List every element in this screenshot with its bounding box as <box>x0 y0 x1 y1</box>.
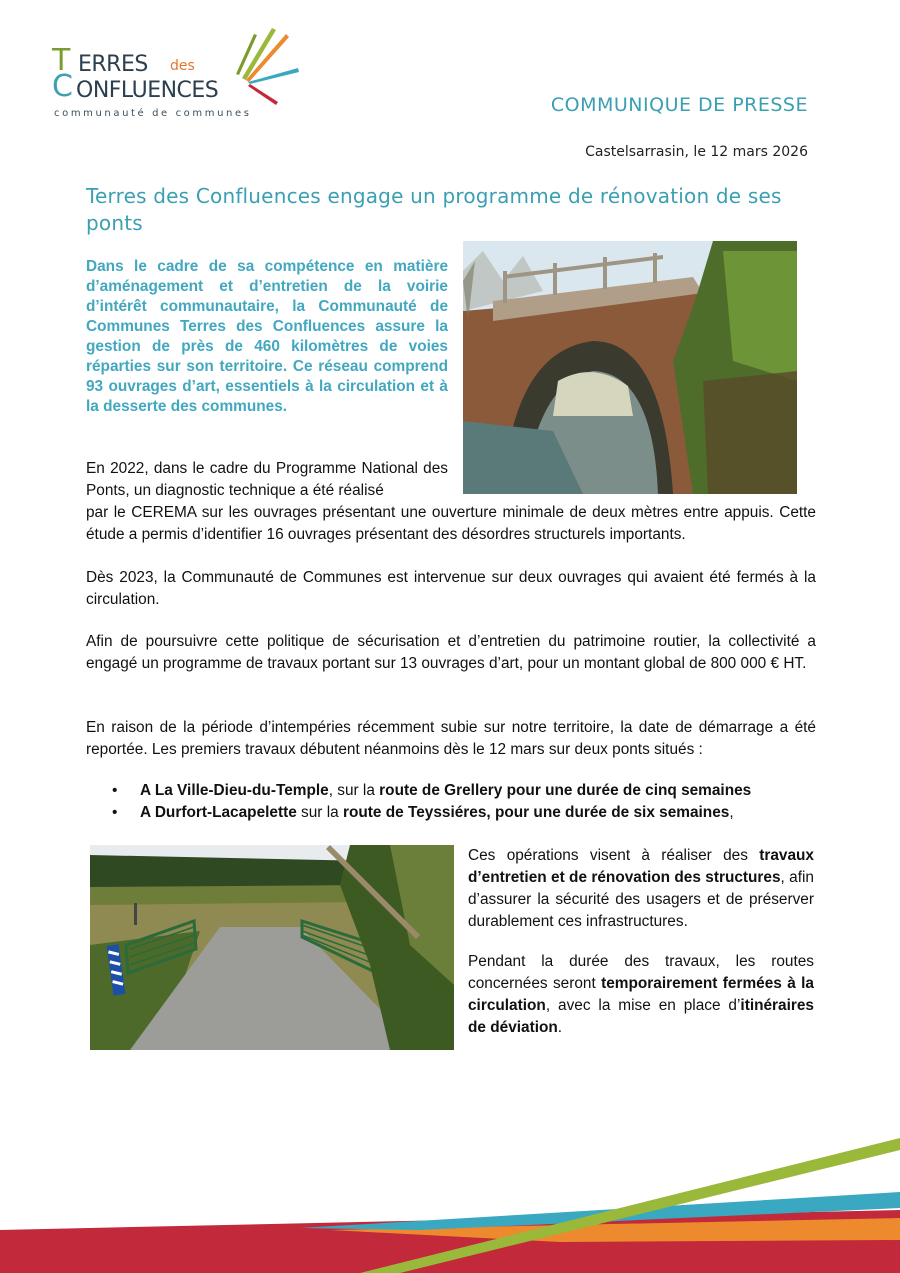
text-run: , afin d’assurer la sécurité des usagers et de préserver durablement ces infrastructures. <box>468 869 814 930</box>
headline: Terres des Confluences engage un programme de rénovation de ses ponts <box>86 184 782 235</box>
closure-paragraph <box>468 951 814 1039</box>
bridge-photo <box>463 241 797 494</box>
logo-word-des: des <box>170 58 195 74</box>
paragraph-intro-b: par le CEREMA sur les ouvrages présentant une ouverture minimale de deux mètres entre appuis. Cette étude a permis d’identifier 16 ouvrages présentant des désordres structurels importants. <box>86 504 816 543</box>
bullet-end: , <box>729 804 734 821</box>
text-run: . <box>557 1019 563 1036</box>
bridge-list <box>112 780 832 824</box>
logo <box>52 26 302 126</box>
text-run-bold: itinéraires de déviation <box>468 997 814 1036</box>
dateline: Castelsarrasin, le 12 mars 2026 <box>585 144 808 160</box>
bullet-detail: route de Grellery pour une durée de cinq semaines <box>379 782 752 799</box>
text-run-bold: travaux d’entretien et de rénovation des structures <box>468 847 814 886</box>
logo-initial-c: C <box>52 69 73 104</box>
text-run: Pendant la durée des travaux, les routes concernées seront <box>468 953 814 992</box>
paragraph-schedule: En raison de la période d’intempéries récemment subie sur notre territoire, la date de démarrage a été reportée. Les premiers travaux débutent néanmoins dès le 12 mars sur deux ponts situés : <box>86 719 816 758</box>
text-run: Ces opérations visent à réaliser des <box>468 847 760 864</box>
logo-subtitle: communauté de communes <box>54 108 252 119</box>
bullet-text: sur la <box>296 804 343 821</box>
road-bridge-photo <box>90 845 454 1050</box>
logo-rays-icon <box>232 26 302 106</box>
list-item <box>112 780 832 802</box>
paragraph-intro-a: En 2022, dans le cadre du Programme National des Ponts, un diagnostic technique a été réalisé <box>86 460 448 499</box>
bullet-detail: route de Teyssiéres, pour une durée de six semaines <box>342 804 730 821</box>
bullet-place: A Durfort-Lacapelette <box>140 804 297 821</box>
list-item <box>112 802 832 824</box>
lede-paragraph: Dans le cadre de sa compétence en matière d’aménagement et d’entretien de la voirie d’intérêt communautaire, la Communauté de Communes Terres des Confluences assure la gestion de près de 460 kilomètres de voies réparties sur son territoire. Ce réseau comprend 93 ouvrages d’art, essentiels à la circulation et à la desserte des communes. <box>86 258 448 415</box>
logo-word-confluences: ONFLUENCES <box>76 78 219 103</box>
bullet-place: A La Ville-Dieu-du-Temple <box>140 782 329 799</box>
operations-paragraph <box>468 845 814 933</box>
paragraph-programme: Afin de poursuivre cette politique de sécurisation et d’entretien du patrimoine routier, la collectivité a engagé un programme de travaux portant sur 13 ouvrages d’art, pour un montant global de 800 000 € HT. <box>86 633 816 672</box>
text-run: , avec la mise en place d’ <box>545 997 741 1014</box>
text-run-bold: temporairement fermées à la circulation <box>468 975 814 1014</box>
bullet-text: , sur la <box>328 782 380 799</box>
footer-stripes <box>0 1130 900 1273</box>
logo-initial-t: T <box>52 43 71 78</box>
paragraph-2023: Dès 2023, la Communauté de Communes est intervenue sur deux ouvrages qui avaient été fermés à la circulation. <box>86 569 816 608</box>
logo-word-terres: ERRES <box>78 52 148 77</box>
press-release-label: COMMUNIQUE DE PRESSE <box>550 94 808 116</box>
